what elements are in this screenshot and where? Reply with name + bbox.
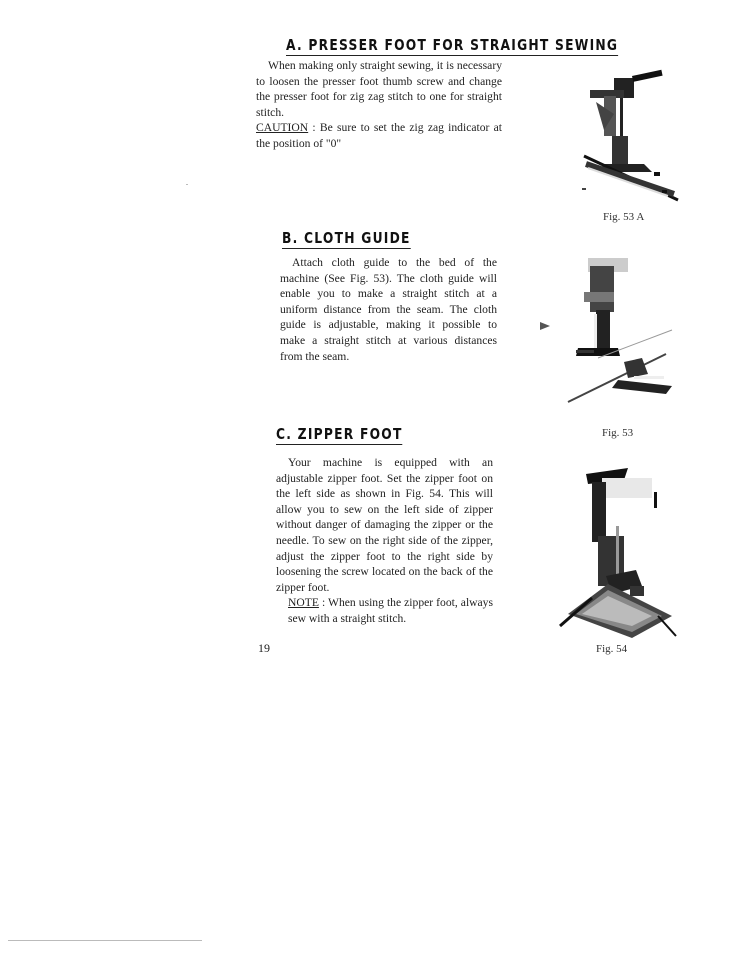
section-a-heading: A. PRESSER FOOT FOR STRAIGHT SEWING [286,36,619,54]
scan-speck [186,184,188,185]
note-text: : When using the zipper foot, always sew with a straight stitch. [288,596,493,625]
page-number: 19 [258,641,270,655]
fig-54-zipper-foot-illustration [538,466,678,642]
section-b-body: Attach cloth guide to the bed of the machine (See Fig. 53). The cloth guide will enable you to make a straight stitch at a uniform distance from the seam. The cloth guide is adjustable, making it possible to make a straight stitch at various distances from the seam. [280,256,497,363]
section-a-caution [256,120,502,151]
section-c-body [276,455,493,627]
section-c-text: Your machine is equipped with an adjustable zipper foot. Set the zipper foot on the left side as shown in Fig. 54. This will allow you to sew on the left side of zipper without danger of damaging the zipper or the needle. To sew on the right side of the zipper, adjust the zipper foot to the right side by loosening the screw located on the back of the zipper foot. [276,456,493,594]
section-c-note [276,595,493,626]
fig-53-caption: Fig. 53 [602,427,634,439]
section-b-heading: B. CLOTH GUIDE [282,229,411,247]
fig-53-cloth-guide-illustration [538,252,678,412]
caution-label: CAUTION [256,121,309,135]
caution-text: : Be sure to set the zig zag indicator at the position of "0" [256,121,502,150]
fig-53a-presser-foot-illustration [574,68,684,208]
fig-54-caption: Fig. 54 [596,643,628,655]
scan-edge-line [8,940,202,941]
section-a-body [256,58,502,152]
note-label: NOTE [288,596,319,610]
section-c-heading: C. ZIPPER FOOT [276,425,403,443]
section-a-text: When making only straight sewing, it is necessary to loosen the presser foot thumb screw and change the presser foot for zig zag stitch to one for straight stitch. [256,59,502,119]
fig-53a-caption: Fig. 53 A [603,211,645,223]
